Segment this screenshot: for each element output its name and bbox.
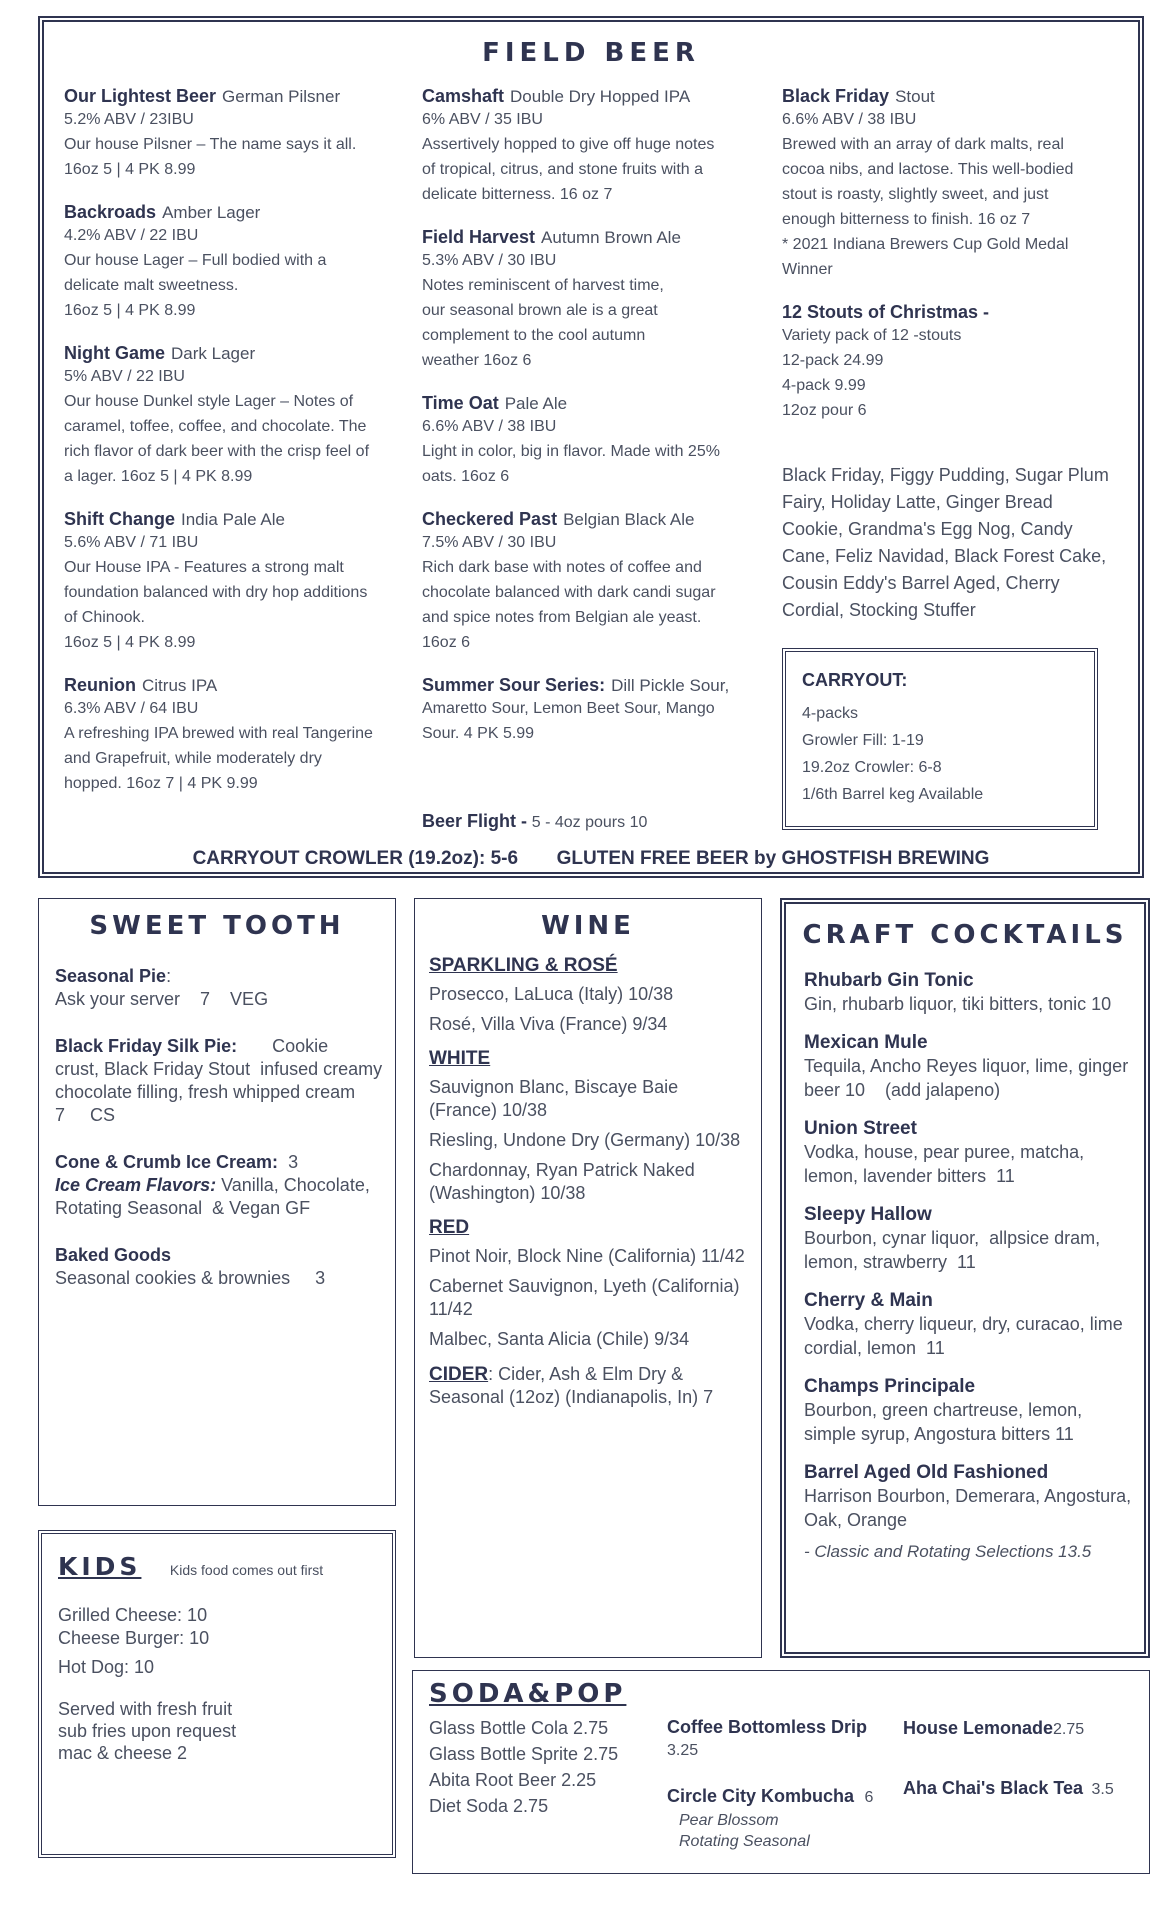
beer-item <box>422 393 762 489</box>
beer-detail-line: delicate malt sweetness. <box>64 277 239 294</box>
beer-detail-line: 6.3% ABV / 64 IBU <box>64 700 199 717</box>
beer-header <box>64 343 404 364</box>
field-beer-column-1 <box>64 86 404 816</box>
beer-item <box>782 86 1122 282</box>
beer-item <box>782 302 1122 423</box>
lemonade-price: 2.75 <box>1053 1721 1085 1738</box>
lemonade-name: House Lemonade <box>903 1718 1054 1738</box>
coffee-item <box>667 1717 887 1763</box>
beer-detail-line: Notes reminiscent of harvest time, <box>422 277 664 294</box>
cocktail-name: Mexican Mule <box>804 1032 928 1053</box>
beer-name: Field Harvest <box>422 227 536 247</box>
cider-text: : Cider, Ash & Elm Dry & Seasonal (12oz) (Indianapolis, In) 7 <box>429 1364 714 1407</box>
dessert-item <box>55 1151 385 1220</box>
beer-detail-line: 16oz 6 <box>422 634 471 651</box>
wine-item: Sauvignon Blanc, Biscaye Baie (France) 10/38 <box>429 1077 679 1120</box>
chai-item <box>903 1777 1114 1802</box>
sweet-tooth-section <box>38 898 396 1506</box>
cocktail-name: Champs Principale <box>804 1376 976 1397</box>
beer-detail-line: enough bitterness to finish. 16 oz 7 <box>782 211 1031 228</box>
beer-detail-line: 16oz 5 | 4 PK 8.99 <box>64 161 196 178</box>
beer-detail-line: and Grapefruit, while moderately dry <box>64 750 322 767</box>
dessert-desc-text: Seasonal cookies & brownies 3 <box>55 1268 326 1288</box>
cider-heading: CIDER <box>429 1364 489 1385</box>
beer-detail-line: cocoa nibs, and lactose. This well-bodied <box>782 161 1074 178</box>
kids-header <box>58 1552 323 1581</box>
carryout-title: CARRYOUT: <box>802 670 908 690</box>
wine-item: Rosé, Villa Viva (France) 9/34 <box>429 1014 668 1034</box>
wine-item: Cabernet Sauvignon, Lyeth (California) 11/42 <box>429 1276 740 1319</box>
kids-item: Hot Dog: 10 <box>58 1657 155 1677</box>
cocktail-desc: Vodka, house, pear puree, matcha, lemon, lavender bitters 11 <box>804 1142 1090 1186</box>
beer-flight-detail: 5 - 4oz pours 10 <box>531 814 648 831</box>
beer-detail-line: 5.6% ABV / 71 IBU <box>64 534 199 551</box>
kombucha-price: 6 <box>864 1789 874 1806</box>
beer-detail-line: 5.2% ABV / 23IBU <box>64 111 194 128</box>
field-beer-column-2 <box>422 86 762 766</box>
beer-detail-line: caramel, toffee, coffee, and chocolate. The <box>64 418 367 435</box>
beer-name: Our Lightest Beer <box>64 86 217 106</box>
dessert-flavors-label: Ice Cream Flavors: <box>55 1175 217 1195</box>
beer-detail-line: 16oz 5 | 4 PK 8.99 <box>64 634 196 651</box>
beer-detail-line: Amaretto Sour, Lemon Beet Sour, Mango <box>422 700 715 717</box>
dessert-desc-text: Vanilla, Chocolate, Rotating Seasonal & Vegan GF <box>55 1175 375 1218</box>
chai-name: Aha Chai's Black Tea <box>903 1778 1084 1798</box>
cider-item <box>429 1363 751 1409</box>
beer-item <box>422 227 762 373</box>
soda-item: Abita Root Beer 2.25 <box>429 1770 597 1790</box>
beer-detail-line: Winner <box>782 261 833 278</box>
beer-header <box>422 393 762 414</box>
beer-detail-line: A refreshing IPA brewed with real Tangerine <box>64 725 373 742</box>
cocktail-item <box>804 1376 1134 1446</box>
kids-note: Kids food comes out first <box>169 1562 324 1578</box>
cocktail-name: Union Street <box>804 1118 917 1139</box>
beer-style: German Pilsner <box>222 87 341 106</box>
wine-section-heading: RED <box>429 1217 470 1238</box>
beer-item <box>422 509 762 655</box>
beer-detail-line: and spice notes from Belgian ale yeast. <box>422 609 702 626</box>
kids-title: KIDS <box>58 1552 142 1581</box>
beer-detail-line: hopped. 16oz 7 | 4 PK 9.99 <box>64 775 258 792</box>
soda-pop-section <box>412 1670 1150 1874</box>
field-beer-section <box>38 16 1144 878</box>
cocktail-desc: Bourbon, green chartreuse, lemon, simple syrup, Angostura bitters 11 <box>804 1400 1088 1444</box>
craft-cocktails-section <box>780 898 1150 1658</box>
kids-section <box>38 1530 396 1858</box>
cocktail-name: Cherry & Main <box>804 1290 933 1311</box>
cocktail-item <box>804 1118 1134 1188</box>
beer-detail-line: stout is roasty, slightly sweet, and just <box>782 186 1049 203</box>
field-beer-title: FIELD BEER <box>482 38 700 68</box>
dessert-item <box>55 965 385 1011</box>
beer-name: Summer Sour Series: <box>422 675 606 695</box>
wine-item: Pinot Noir, Block Nine (California) 11/42 <box>429 1246 745 1266</box>
beer-name: Time Oat <box>422 393 499 413</box>
wine-item: Malbec, Santa Alicia (Chile) 9/34 <box>429 1329 690 1349</box>
beer-detail-line: chocolate balanced with dark candi sugar <box>422 584 716 601</box>
kids-items <box>58 1604 209 1679</box>
sweet-tooth-title: SWEET TOOTH <box>89 911 345 941</box>
cocktail-name: Sleepy Hallow <box>804 1204 932 1225</box>
beer-item <box>64 509 404 655</box>
dessert-desc <box>55 988 385 1011</box>
kids-item: Grilled Cheese: 10 <box>58 1605 208 1625</box>
coffee-name: Coffee Bottomless Drip <box>667 1717 868 1737</box>
beer-header <box>782 86 1122 107</box>
beer-detail-line: 5.3% ABV / 30 IBU <box>422 252 557 269</box>
beer-item <box>64 86 404 182</box>
dessert-desc <box>55 1267 385 1290</box>
dessert-item <box>55 1244 385 1290</box>
kids-served-line: mac & cheese 2 <box>58 1743 188 1763</box>
cocktail-item <box>804 1032 1134 1102</box>
carryout-lines <box>802 700 983 808</box>
beer-detail-line: 12-pack 24.99 <box>782 352 884 369</box>
beer-detail-line: of tropical, citrus, and stone fruits with a <box>422 161 704 178</box>
kombucha-name: Circle City Kombucha <box>667 1786 855 1806</box>
cocktail-note: - Classic and Rotating Selections 13.5 <box>804 1542 1092 1561</box>
beer-item <box>422 86 762 207</box>
wine-item: Riesling, Undone Dry (Germany) 10/38 <box>429 1130 741 1150</box>
sweet-tooth-items <box>55 965 388 1314</box>
beer-detail-line: Our house Lager – Full bodied with a <box>64 252 327 269</box>
soda-pop-title: SODA&POP <box>429 1679 627 1709</box>
beer-style: India Pale Ale <box>181 510 285 529</box>
beer-style: Dill Pickle Sour, <box>611 676 730 695</box>
beer-style: Autumn Brown Ale <box>541 228 681 247</box>
stouts-of-christmas-list: Black Friday, Figgy Pudding, Sugar Plum Fairy, Holiday Latte, Ginger Bread Cookie, Grandma's Egg Nog, Candy Cane, Feliz Navidad, Black Forest Cake, Cousin Eddy's Barrel Aged, Cherry Cordial, Stocking Stuffer <box>782 465 1109 620</box>
cocktail-desc: Gin, rhubarb liquor, tiki bitters, tonic 10 <box>804 994 1112 1014</box>
beer-name: 12 Stouts of Christmas - <box>782 302 990 322</box>
beer-style: Belgian Black Ale <box>563 510 695 529</box>
beer-flight-name: Beer Flight - <box>422 811 528 831</box>
beer-style: Dark Lager <box>171 344 256 363</box>
dessert-name: Seasonal Pie <box>55 966 167 986</box>
beer-detail-line: Sour. 4 PK 5.99 <box>422 725 535 742</box>
beer-name: Camshaft <box>422 86 505 106</box>
beer-detail-line: Brewed with an array of dark malts, real <box>782 136 1064 153</box>
beer-detail-line: * 2021 Indiana Brewers Cup Gold Medal <box>782 236 1069 253</box>
cocktail-desc: Harrison Bourbon, Demerara, Angostura, Oak, Orange <box>804 1486 1137 1530</box>
chai-price: 3.5 <box>1091 1781 1114 1798</box>
cocktail-item <box>804 1204 1134 1274</box>
field-beer-column-3 <box>782 86 1122 443</box>
dessert-desc-text: Ask your server 7 VEG <box>55 989 269 1009</box>
wine-section-heading: SPARKLING & ROSÉ <box>429 955 618 976</box>
craft-cocktails-title: CRAFT COCKTAILS <box>802 920 1128 950</box>
cocktail-desc: Tequila, Ancho Reyes liquor, lime, ginger beer 10 (add jalapeno) <box>804 1056 1134 1100</box>
beer-style: Pale Ale <box>504 394 568 413</box>
beer-detail-line: foundation balanced with dry hop additions <box>64 584 368 601</box>
beer-detail-line: 16oz 5 | 4 PK 8.99 <box>64 302 196 319</box>
soda-item: Glass Bottle Sprite 2.75 <box>429 1744 619 1764</box>
beer-detail-line: Rich dark base with notes of coffee and <box>422 559 702 576</box>
beer-item <box>64 675 404 796</box>
kombucha-item <box>667 1785 907 1852</box>
dessert-desc-text: crust, Black Friday Stout infused creamy chocolate filling, fresh whipped cream 7 CS <box>55 1059 388 1125</box>
beer-detail-line: of Chinook. <box>64 609 145 626</box>
beer-header <box>422 86 762 107</box>
dessert-suffix: : <box>166 966 172 986</box>
beer-style: Double Dry Hopped IPA <box>510 87 691 106</box>
beer-header <box>64 675 404 696</box>
cocktail-items <box>804 970 1137 1562</box>
beer-detail-line: 4-pack 9.99 <box>782 377 866 394</box>
soda-column-1 <box>429 1715 618 1819</box>
beer-detail-line: complement to the cool autumn <box>422 327 646 344</box>
beer-header <box>64 202 404 223</box>
beer-name: Shift Change <box>64 509 175 529</box>
beer-detail-line: 6.6% ABV / 38 IBU <box>422 418 557 435</box>
cocktail-item <box>804 970 1134 1016</box>
carryout-line: Growler Fill: 1-19 <box>802 732 924 749</box>
carryout-crowler-text: CARRYOUT CROWLER (19.2oz): 5-6 <box>192 848 519 869</box>
wine-section-heading: WHITE <box>429 1048 491 1069</box>
wine-title: WINE <box>541 911 635 941</box>
wine-section <box>414 898 762 1658</box>
carryout-line: 4-packs <box>802 705 859 722</box>
beer-detail-line: Our house Pilsner – The name says it all. <box>64 136 357 153</box>
kids-served-line: sub fries upon request <box>58 1721 237 1741</box>
beer-style: Amber Lager <box>162 203 261 222</box>
beer-name: Checkered Past <box>422 509 558 529</box>
beer-header <box>422 675 762 696</box>
kids-served <box>58 1698 236 1764</box>
beer-detail-line: oats. 16oz 6 <box>422 468 510 485</box>
beer-detail-line: delicate bitterness. 16 oz 7 <box>422 186 613 203</box>
cocktail-item <box>804 1290 1134 1360</box>
beer-name: Reunion <box>64 675 136 695</box>
kombucha-flavors <box>679 1810 907 1852</box>
wine-item: Chardonnay, Ryan Patrick Naked (Washington) 10/38 <box>429 1160 695 1203</box>
beer-header <box>422 509 762 530</box>
dessert-desc <box>55 1058 388 1127</box>
cocktail-item <box>804 1462 1137 1532</box>
beer-detail-line: our seasonal brown ale is a great <box>422 302 658 319</box>
gluten-free-text: GLUTEN FREE BEER by GHOSTFISH BREWING <box>556 848 990 869</box>
beer-detail-line: 5% ABV / 22 IBU <box>64 368 185 385</box>
beer-detail-line: weather 16oz 6 <box>422 352 532 369</box>
beer-detail-line: 7.5% ABV / 30 IBU <box>422 534 557 551</box>
wine-items <box>429 955 751 1409</box>
beer-detail-line: rich flavor of dark beer with the crisp feel of <box>64 443 370 460</box>
carryout-line: 19.2oz Crowler: 6-8 <box>802 759 942 776</box>
beer-header <box>782 302 1122 323</box>
beer-detail-line: Our House IPA - Features a strong malt <box>64 559 344 576</box>
beer-name: Backroads <box>64 202 157 222</box>
beer-detail-line: 12oz pour 6 <box>782 402 867 419</box>
beer-header <box>422 227 762 248</box>
dessert-name: Cone & Crumb Ice Cream: <box>55 1152 279 1172</box>
dessert-item <box>55 1035 388 1127</box>
soda-item: Diet Soda 2.75 <box>429 1796 549 1816</box>
beer-detail-line: a lager. 16oz 5 | 4 PK 8.99 <box>64 468 253 485</box>
beer-detail-line: Variety pack of 12 -stouts <box>782 327 962 344</box>
beer-detail-line: 6.6% ABV / 38 IBU <box>782 111 917 128</box>
carryout-box <box>782 648 1098 830</box>
lemonade-item <box>903 1717 1084 1742</box>
coffee-price: 3.25 <box>667 1742 699 1759</box>
kombucha-flavor: Pear Blossom <box>679 1812 779 1829</box>
soda-item: Glass Bottle Cola 2.75 <box>429 1718 609 1738</box>
beer-detail-line: 6% ABV / 35 IBU <box>422 111 543 128</box>
beer-item <box>64 202 404 323</box>
beer-item <box>422 675 762 746</box>
beer-detail-line: 4.2% ABV / 22 IBU <box>64 227 199 244</box>
beer-flight <box>422 810 647 835</box>
carryout-line: 1/6th Barrel keg Available <box>802 786 984 803</box>
beer-name: Black Friday <box>782 86 890 106</box>
beer-style: Stout <box>895 87 935 106</box>
kids-served-line: Served with fresh fruit <box>58 1699 233 1719</box>
beer-detail-line: Assertively hopped to give off huge notes <box>422 136 715 153</box>
beer-header <box>64 86 404 107</box>
kombucha-flavor: Rotating Seasonal <box>679 1833 810 1850</box>
cocktail-desc: Vodka, cherry liqueur, dry, curacao, lime cordial, lemon 11 <box>804 1314 1128 1358</box>
beer-detail-line: Light in color, big in flavor. Made with 25% <box>422 443 720 460</box>
beer-header <box>64 509 404 530</box>
kids-item: Cheese Burger: 10 <box>58 1628 210 1648</box>
beer-name: Night Game <box>64 343 166 363</box>
dessert-name: Black Friday Silk Pie: <box>55 1036 238 1056</box>
dessert-name: Baked Goods <box>55 1245 172 1265</box>
cocktail-name: Rhubarb Gin Tonic <box>804 970 974 991</box>
dessert-suffix: Cookie <box>237 1036 329 1056</box>
dessert-desc <box>55 1174 385 1220</box>
dessert-suffix: 3 <box>278 1152 299 1172</box>
beer-item <box>64 343 404 489</box>
beer-style: Citrus IPA <box>142 676 218 695</box>
wine-item: Prosecco, LaLuca (Italy) 10/38 <box>429 984 674 1004</box>
cocktail-desc: Bourbon, cynar liquor, allpsice dram, lemon, strawberry 11 <box>804 1228 1106 1272</box>
field-beer-footer <box>44 848 1138 870</box>
beer-detail-line: Our house Dunkel style Lager – Notes of <box>64 393 354 410</box>
cocktail-name: Barrel Aged Old Fashioned <box>804 1462 1049 1483</box>
